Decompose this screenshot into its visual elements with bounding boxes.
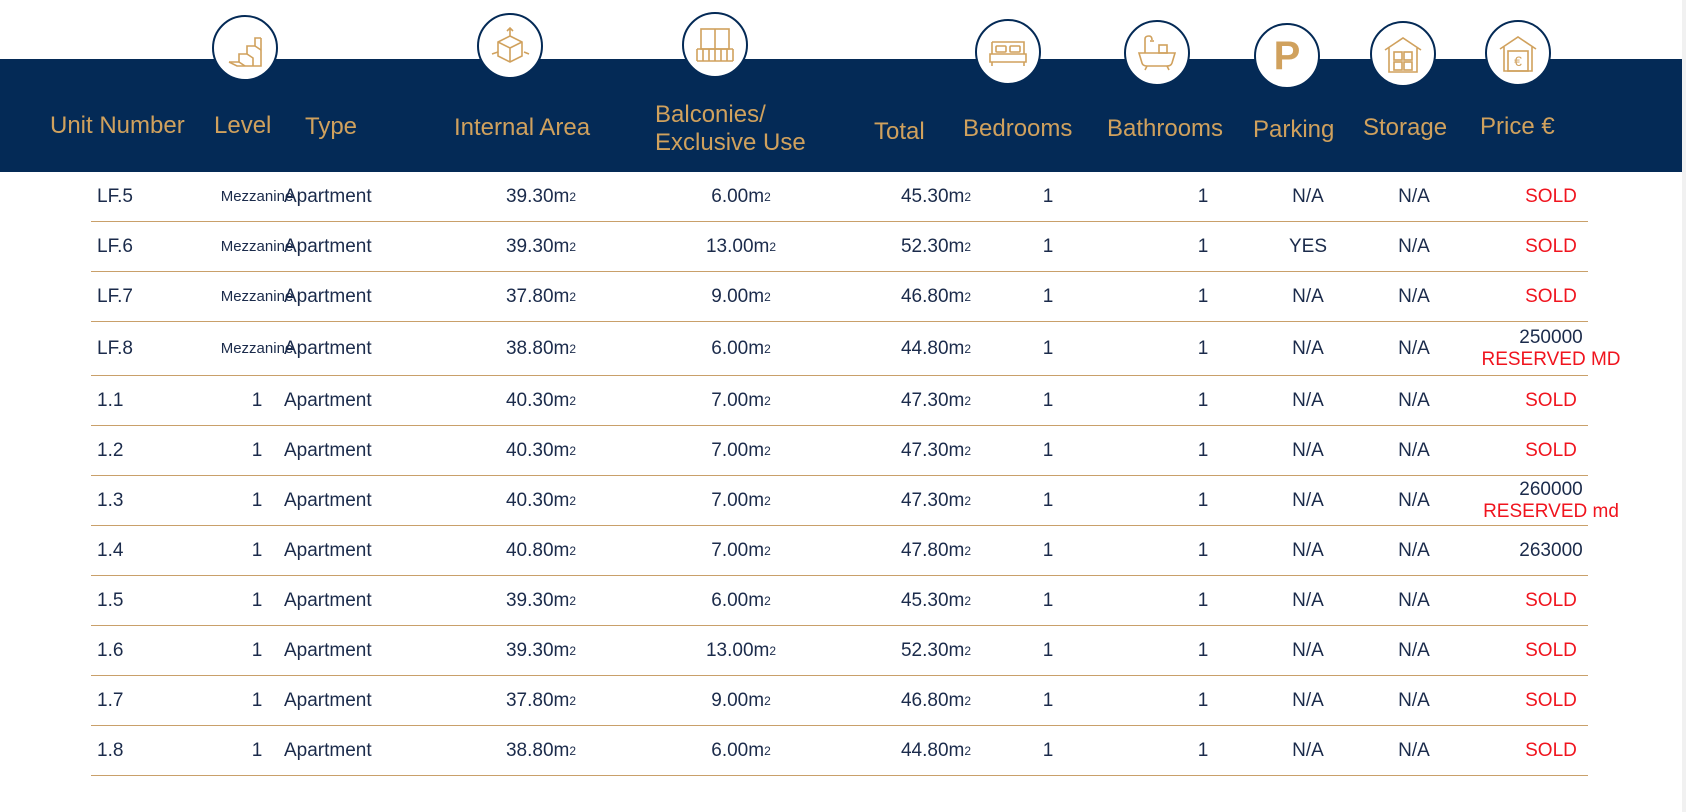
level-value: 1 (251, 689, 263, 711)
status-badge: SOLD (1525, 389, 1577, 411)
type-value: Apartment (284, 337, 372, 359)
price-cell (1446, 322, 1656, 375)
type-value: Apartment (284, 285, 372, 307)
bedrooms-value: 1 (1042, 489, 1054, 511)
total-area-value: 47.30 m 2 (900, 389, 972, 411)
level-value: Mezzanine (220, 340, 294, 357)
storage-value: N/A (1398, 739, 1430, 761)
bedrooms-value: 1 (1042, 337, 1054, 359)
parking-value: N/A (1292, 439, 1324, 461)
balcony-area-value: 7.00 m 2 (711, 489, 771, 511)
parking-value: N/A (1292, 739, 1324, 761)
price-cell (1446, 172, 1656, 221)
unit-number: 1.4 (97, 539, 124, 561)
parking-value: N/A (1292, 389, 1324, 411)
status-badge: SOLD (1525, 185, 1577, 207)
bathrooms-value: 1 (1197, 539, 1209, 561)
storage-value: N/A (1398, 589, 1430, 611)
price-cell (1446, 676, 1656, 725)
storage-value: N/A (1398, 337, 1430, 359)
level-value: 1 (251, 489, 263, 511)
bathrooms-value: 1 (1197, 285, 1209, 307)
bathrooms-value: 1 (1197, 337, 1209, 359)
header-price: Price € (1480, 113, 1555, 140)
level-value: Mezzanine (220, 188, 294, 205)
price-cell (1446, 576, 1656, 625)
stairs-icon (212, 15, 278, 81)
table-row (91, 526, 1588, 576)
level-value: 1 (251, 389, 263, 411)
total-area-value: 46.80 m 2 (900, 285, 972, 307)
balcony-area-value: 13.00 m 2 (705, 235, 777, 257)
type-value: Apartment (284, 539, 372, 561)
status-badge: RESERVED MD (1481, 348, 1621, 370)
table-row (91, 626, 1588, 676)
storage-value: N/A (1398, 185, 1430, 207)
total-area-value: 47.30 m 2 (900, 489, 972, 511)
table-row (91, 476, 1619, 526)
storage-value: N/A (1398, 389, 1430, 411)
internal-area-value: 38.80 m 2 (505, 739, 577, 761)
unit-number: 1.1 (97, 389, 124, 411)
bedrooms-value: 1 (1042, 689, 1054, 711)
parking-icon (1254, 23, 1320, 89)
unit-number: 1.3 (97, 489, 124, 511)
bedrooms-value: 1 (1042, 639, 1054, 661)
price-cell (1446, 526, 1656, 575)
parking-glyph: P (1273, 34, 1301, 78)
scrollbar[interactable] (1682, 0, 1686, 812)
header-balconies-line2: Exclusive Use (655, 129, 806, 156)
balcony-icon (682, 12, 748, 78)
total-area-value: 44.80 m 2 (900, 739, 972, 761)
table-row (91, 272, 1588, 322)
price-cell (1446, 272, 1656, 321)
storage-value: N/A (1398, 539, 1430, 561)
total-area-value: 47.30 m 2 (900, 439, 972, 461)
balcony-area-value: 6.00 m 2 (711, 739, 771, 761)
storage-icon (1370, 21, 1436, 87)
unit-number: LF.6 (97, 235, 133, 257)
level-value: Mezzanine (220, 288, 294, 305)
bathrooms-value: 1 (1197, 689, 1209, 711)
status-badge: SOLD (1525, 639, 1577, 661)
bathrooms-value: 1 (1197, 439, 1209, 461)
price-cell (1446, 426, 1656, 475)
total-area-value: 45.30 m 2 (900, 589, 972, 611)
table-row (91, 726, 1588, 776)
type-value: Apartment (284, 185, 372, 207)
internal-area-value: 40.30 m 2 (505, 439, 577, 461)
price-cell (1446, 726, 1656, 775)
total-area-value: 46.80 m 2 (900, 689, 972, 711)
price-cell (1446, 376, 1656, 425)
level-value: Mezzanine (220, 238, 294, 255)
status-badge: SOLD (1525, 739, 1577, 761)
units-table (91, 172, 1621, 776)
bed-icon (975, 19, 1041, 85)
type-value: Apartment (284, 389, 372, 411)
header-bedrooms: Bedrooms (963, 115, 1073, 142)
price-value: 263000 (1519, 539, 1583, 561)
unit-number: 1.7 (97, 689, 124, 711)
level-value: 1 (251, 439, 263, 461)
header-balconies (655, 101, 806, 157)
header-internal-area: Internal Area (454, 114, 591, 141)
status-badge: SOLD (1525, 589, 1577, 611)
euro-garage-icon (1485, 20, 1551, 86)
balcony-area-value: 6.00 m 2 (711, 337, 771, 359)
total-area-value: 52.30 m 2 (900, 235, 972, 257)
price-value: 260000 (1519, 478, 1583, 500)
price-cell (1446, 222, 1656, 271)
unit-number: LF.8 (97, 337, 133, 359)
type-value: Apartment (284, 589, 372, 611)
balcony-area-value: 6.00 m 2 (711, 589, 771, 611)
bedrooms-value: 1 (1042, 739, 1054, 761)
bathrooms-value: 1 (1197, 739, 1209, 761)
bathrooms-value: 1 (1197, 185, 1209, 207)
storage-value: N/A (1398, 689, 1430, 711)
price-cell (1446, 476, 1656, 525)
bedrooms-value: 1 (1042, 439, 1054, 461)
internal-area-value: 40.80 m 2 (505, 539, 577, 561)
storage-value: N/A (1398, 285, 1430, 307)
header-unit-number: Unit Number (50, 112, 185, 139)
bathrooms-value: 1 (1197, 589, 1209, 611)
internal-area-value: 40.30 m 2 (505, 489, 577, 511)
internal-area-value: 40.30 m 2 (505, 389, 577, 411)
unit-number: 1.5 (97, 589, 124, 611)
type-value: Apartment (284, 639, 372, 661)
table-row (91, 426, 1588, 476)
table-row (91, 676, 1588, 726)
unit-number: 1.6 (97, 639, 124, 661)
parking-value: N/A (1292, 639, 1324, 661)
header-total: Total (874, 118, 925, 145)
price-cell (1446, 626, 1656, 675)
balcony-area-value: 9.00 m 2 (711, 689, 771, 711)
bedrooms-value: 1 (1042, 589, 1054, 611)
bathrooms-value: 1 (1197, 639, 1209, 661)
balcony-area-value: 9.00 m 2 (711, 285, 771, 307)
bathrooms-value: 1 (1197, 235, 1209, 257)
header-parking: Parking (1253, 116, 1335, 143)
status-badge: RESERVED md (1483, 500, 1619, 522)
total-area-value: 44.80 m 2 (900, 337, 972, 359)
bedrooms-value: 1 (1042, 235, 1054, 257)
header-bathrooms: Bathrooms (1107, 115, 1224, 142)
header-storage: Storage (1363, 114, 1448, 141)
storage-value: N/A (1398, 439, 1430, 461)
type-value: Apartment (284, 489, 372, 511)
status-badge: SOLD (1525, 235, 1577, 257)
unit-number: LF.5 (97, 185, 133, 207)
table-row (91, 376, 1588, 426)
unit-number: 1.8 (97, 739, 124, 761)
header-level: Level (214, 112, 272, 139)
svg-text:€: € (1514, 53, 1522, 69)
parking-value: YES (1288, 235, 1328, 257)
balcony-area-value: 6.00 m 2 (711, 185, 771, 207)
status-badge: SOLD (1525, 285, 1577, 307)
total-area-value: 45.30 m 2 (900, 185, 972, 207)
storage-value: N/A (1398, 639, 1430, 661)
bedrooms-value: 1 (1042, 389, 1054, 411)
level-value: 1 (251, 589, 263, 611)
total-area-value: 47.80 m 2 (900, 539, 972, 561)
bathtub-icon (1124, 20, 1190, 86)
storage-value: N/A (1398, 235, 1430, 257)
bathrooms-value: 1 (1197, 489, 1209, 511)
header-type: Type (305, 113, 358, 140)
total-area-value: 52.30 m 2 (900, 639, 972, 661)
internal-area-value: 39.30 m 2 (505, 639, 577, 661)
table-row (91, 576, 1588, 626)
internal-area-value: 39.30 m 2 (505, 185, 577, 207)
parking-value: N/A (1292, 489, 1324, 511)
internal-area-value: 39.30 m 2 (505, 589, 577, 611)
header-balconies-line1: Balconies/ (655, 101, 766, 128)
storage-value: N/A (1398, 489, 1430, 511)
price-value: 250000 (1519, 326, 1583, 348)
internal-area-value: 37.80 m 2 (505, 285, 577, 307)
parking-value: N/A (1292, 285, 1324, 307)
parking-value: N/A (1292, 589, 1324, 611)
bedrooms-value: 1 (1042, 185, 1054, 207)
3d-box-icon (477, 13, 543, 79)
type-value: Apartment (284, 739, 372, 761)
balcony-area-value: 7.00 m 2 (711, 389, 771, 411)
bedrooms-value: 1 (1042, 285, 1054, 307)
bathrooms-value: 1 (1197, 389, 1209, 411)
internal-area-value: 37.80 m 2 (505, 689, 577, 711)
unit-number: LF.7 (97, 285, 133, 307)
balcony-area-value: 7.00 m 2 (711, 539, 771, 561)
parking-value: N/A (1292, 689, 1324, 711)
internal-area-value: 39.30 m 2 (505, 235, 577, 257)
balcony-area-value: 13.00 m 2 (705, 639, 777, 661)
parking-value: N/A (1292, 539, 1324, 561)
status-badge: SOLD (1525, 689, 1577, 711)
table-row (91, 222, 1588, 272)
level-value: 1 (251, 739, 263, 761)
type-value: Apartment (284, 689, 372, 711)
internal-area-value: 38.80 m 2 (505, 337, 577, 359)
level-value: 1 (251, 639, 263, 661)
status-badge: SOLD (1525, 439, 1577, 461)
balcony-area-value: 7.00 m 2 (711, 439, 771, 461)
level-value: 1 (251, 539, 263, 561)
unit-number: 1.2 (97, 439, 124, 461)
parking-value: N/A (1292, 185, 1324, 207)
type-value: Apartment (284, 439, 372, 461)
table-row (91, 322, 1621, 376)
bedrooms-value: 1 (1042, 539, 1054, 561)
parking-value: N/A (1292, 337, 1324, 359)
type-value: Apartment (284, 235, 372, 257)
table-row (91, 172, 1588, 222)
